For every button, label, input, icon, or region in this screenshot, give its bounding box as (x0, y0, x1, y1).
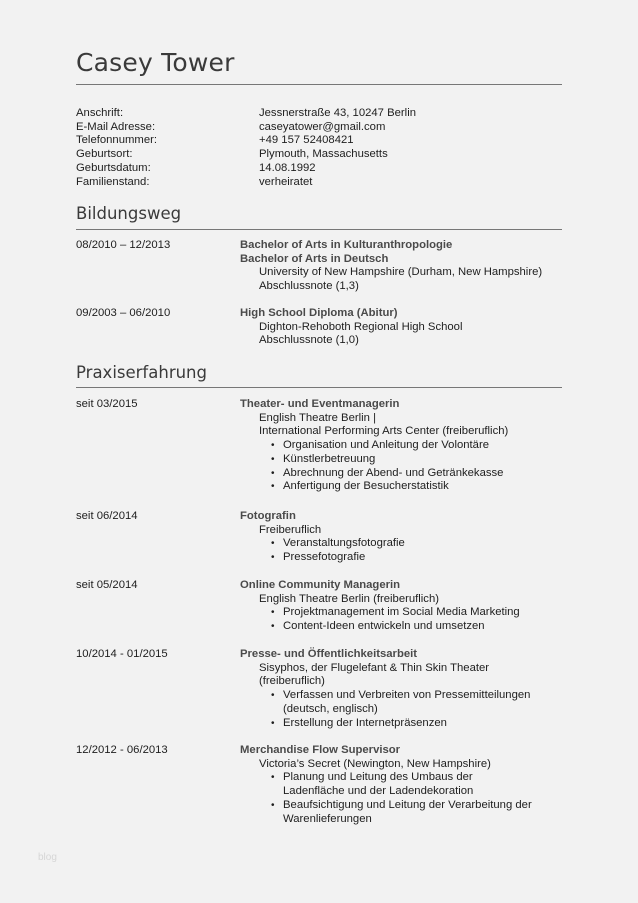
info-row (76, 162, 416, 176)
task-item: • Organisation und Anleitung der Volontäre (271, 439, 566, 453)
entry-date: seit 03/2015 (76, 398, 138, 410)
entry-employer: Sisyphos, der Flugelefant & Thin Skin Theater (259, 661, 490, 674)
entry-title: Online Community Managerin (240, 579, 401, 591)
experience-entry (76, 579, 566, 634)
info-row (76, 176, 416, 190)
info-value: Jessnerstraße 43, 10247 Berlin (259, 107, 416, 119)
entry-institution: University of New Hampshire (Durham, New Hampshire) (259, 266, 543, 279)
task-item: • Anfertigung der Besucherstatistik (271, 480, 566, 494)
section-heading-education: Bildungsweg (76, 204, 182, 223)
personal-info (76, 107, 416, 189)
entry-grade: Abschlussnote (1,0) (259, 334, 359, 347)
entry-grade: Abschlussnote (1,3) (259, 280, 359, 293)
info-value: +49 157 52408421 (259, 134, 354, 147)
entry-title: Bachelor of Arts in Kulturanthropologie (240, 239, 453, 251)
education-entry (76, 239, 566, 294)
info-label: Anschrift: (76, 107, 124, 119)
entry-title: Theater- und Eventmanagerin (240, 398, 400, 410)
info-row (76, 148, 416, 162)
info-label: Familienstand: (76, 175, 150, 188)
task-list (240, 689, 533, 730)
entry-date: 09/2003 – 06/2010 (76, 307, 171, 319)
task-item: • Pressefotografie (271, 551, 566, 565)
entry-date: 10/2014 - 01/2015 (76, 648, 168, 660)
task-item: • Planung und Leitung des Umbaus der Ladenfläche und der Ladendekoration (271, 771, 533, 798)
entry-date: seit 06/2014 (76, 510, 138, 522)
task-item: • Content-Ideen entwickeln und umsetzen (271, 620, 566, 634)
task-item: • Beaufsichtigung und Leitung der Verarbeitung der Warenlieferungen (271, 799, 533, 826)
entry-title: Merchandise Flow Supervisor (240, 744, 401, 756)
info-row (76, 121, 416, 135)
experience-entry (76, 510, 566, 565)
task-item: • Veranstaltungsfotografie (271, 537, 566, 551)
entry-employer: (freiberuflich) (259, 675, 325, 688)
info-label: Telefonnummer: (76, 134, 157, 147)
info-label: E-Mail Adresse: (76, 120, 156, 133)
task-list (240, 439, 566, 494)
entry-title: Fotografin (240, 510, 296, 522)
info-value: verheiratet (259, 175, 313, 188)
entry-employer: Freiberuflich (259, 523, 322, 536)
info-row (76, 134, 416, 148)
education-entry (76, 307, 566, 348)
task-item: • Verfassen und Verbreiten von Pressemitteilungen (deutsch, englisch) (271, 689, 533, 716)
info-value: caseyatower@gmail.com (259, 120, 386, 133)
info-label: Geburtsdatum: (76, 161, 151, 174)
section-heading-experience: Praxiserfahrung (76, 363, 207, 382)
entry-title: High School Diploma (Abitur) (240, 307, 398, 319)
task-item: • Künstlerbetreuung (271, 453, 566, 467)
entry-employer: English Theatre Berlin | (259, 411, 377, 424)
experience-entry (76, 398, 566, 494)
divider (76, 84, 562, 85)
task-list (240, 606, 566, 633)
cv-name: Casey Tower (76, 48, 235, 77)
entry-date: 08/2010 – 12/2013 (76, 239, 171, 251)
experience-entry (76, 744, 556, 826)
task-item: • Projektmanagement im Social Media Marketing (271, 606, 566, 620)
info-row (76, 107, 416, 121)
task-list (240, 771, 533, 826)
info-label: Geburtsort: (76, 148, 133, 161)
entry-employer: International Performing Arts Center (freiberuflich) (259, 425, 509, 438)
info-value: Plymouth, Massachusetts (259, 148, 388, 161)
entry-employer: English Theatre Berlin (freiberuflich) (259, 592, 439, 605)
entry-institution: Dighton-Rehoboth Regional High School (259, 320, 463, 333)
entry-date: seit 05/2014 (76, 579, 138, 591)
entry-date: 12/2012 - 06/2013 (76, 744, 168, 756)
entry-employer: Victoria’s Secret (Newington, New Hampshire) (259, 757, 491, 770)
info-value: 14.08.1992 (259, 161, 316, 174)
task-list (240, 537, 566, 564)
entry-title: Presse- und Öffentlichkeitsarbeit (240, 648, 418, 660)
divider (76, 387, 562, 388)
experience-entry (76, 648, 556, 730)
entry-title: Bachelor of Arts in Deutsch (240, 252, 389, 265)
task-item: • Erstellung der Internetpräsenzen (271, 717, 533, 731)
watermark: blog (38, 852, 57, 863)
task-item: • Abrechnung der Abend- und Getränkekasse (271, 467, 566, 481)
divider (76, 229, 562, 230)
